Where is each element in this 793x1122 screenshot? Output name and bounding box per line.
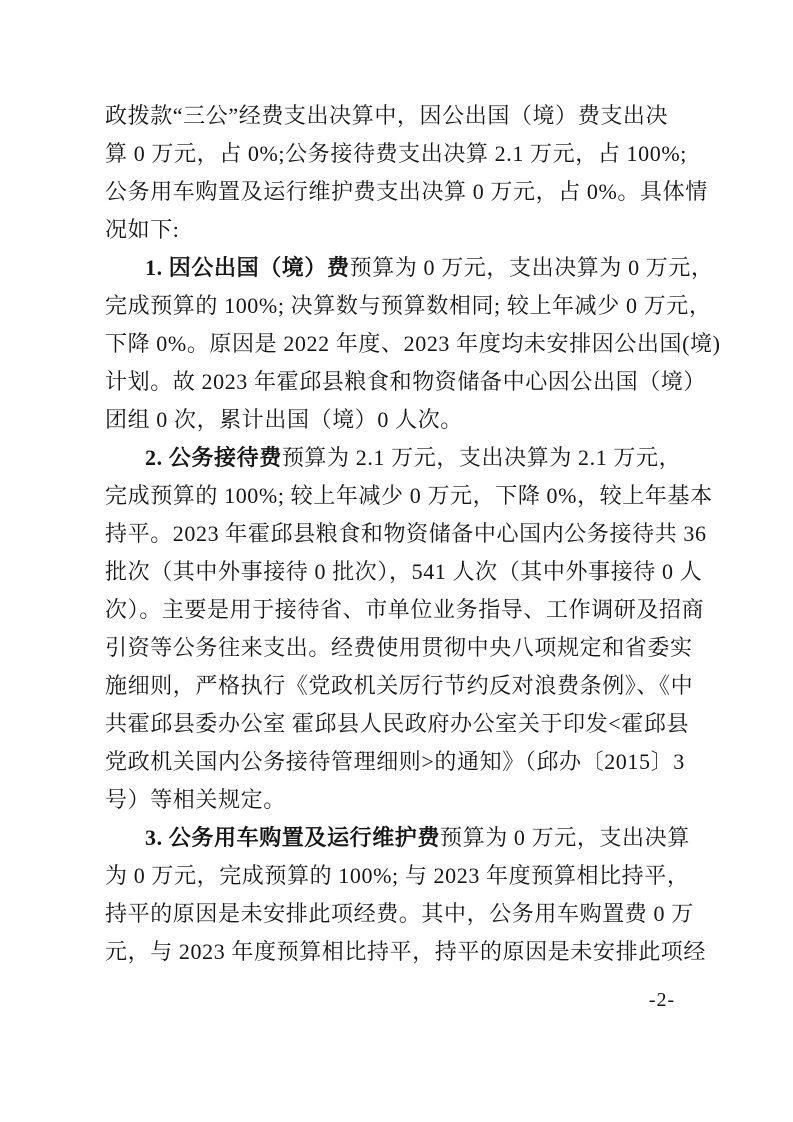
- section-2-heading-rest: 预算为 2.1 万元，支出决算为 2.1 万元，: [281, 445, 682, 470]
- intro-line: 况如下:: [105, 217, 180, 242]
- section-2-line: 次）。主要是用于接待省、市单位业务指导、工作调研及招商: [105, 597, 705, 622]
- section-3-line: 为 0 万元，完成预算的 100%; 与 2023 年度预算相比持平，: [105, 863, 690, 888]
- section-3-heading-rest: 预算为 0 万元，支出决算: [440, 825, 690, 850]
- section-1-heading-rest: 预算为 0 万元，支出决算为 0 万元，: [349, 255, 714, 280]
- section-2-line: 施细则，严格执行《党政机关厉行节约反对浪费条例》、《中: [105, 673, 694, 698]
- section-1-line: 完成预算的 100%; 决算数与预算数相同; 较上年减少 0 万元，: [105, 293, 712, 318]
- section-3-heading: 3. 公务用车购置及运行维护费: [145, 825, 441, 850]
- section-2-line: 党政机关国内公务接待管理细则>的通知》（邱办〔2015〕3: [105, 749, 685, 774]
- section-3-line: 元，与 2023 年度预算相比持平，持平的原因是未安排此项经: [105, 939, 707, 964]
- intro-line: 算 0 万元，占 0%;公务接待费支出决算 2.1 万元，占 100%;: [105, 141, 687, 166]
- section-2-line: 引资等公务往来支出。经费使用贯彻中央八项规定和省委实: [105, 635, 693, 660]
- section-2-line: 持平。2023 年霍邱县粮食和物资储备中心国内公务接待共 36: [105, 521, 707, 546]
- section-3-heading-line: [105, 819, 705, 857]
- section-1-line: 团组 0 次，累计出国（境）0 人次。: [105, 407, 463, 432]
- section-1-line: 下降 0%。原因是 2022 年度、2023 年度均未安排因公出国(境): [105, 331, 721, 356]
- section-3-line: 持平的原因是未安排此项经费。其中，公务用车购置费 0 万: [105, 901, 694, 926]
- intro-line: 公务用车购置及运行维护费支出决算 0 万元，占 0%。具体情: [105, 179, 708, 204]
- document-body: [105, 97, 721, 971]
- section-2-heading-line: [105, 439, 705, 477]
- page-number: -2-: [648, 989, 676, 1011]
- section-2-line: 完成预算的 100%; 较上年减少 0 万元，下降 0%，较上年基本: [105, 483, 713, 508]
- intro-line: 政拨款“三公”经费支出决算中，因公出国（境）费支出决: [105, 103, 669, 128]
- section-2-line: 共霍邱县委办公室 霍邱县人民政府办公室关于印发<霍邱县: [105, 711, 690, 736]
- section-1-heading-line: [105, 249, 714, 287]
- section-1-heading: 1. 因公出国（境）费: [145, 255, 350, 280]
- section-2-heading: 2. 公务接待费: [145, 445, 282, 470]
- section-2-line: 批次（其中外事接待 0 批次），541 人次（其中外事接待 0 人: [105, 559, 703, 584]
- section-1-line: 计划。故 2023 年霍邱县粮食和物资储备中心因公出国（境）: [105, 369, 707, 394]
- section-2-line: 号）等相关规定。: [105, 787, 286, 812]
